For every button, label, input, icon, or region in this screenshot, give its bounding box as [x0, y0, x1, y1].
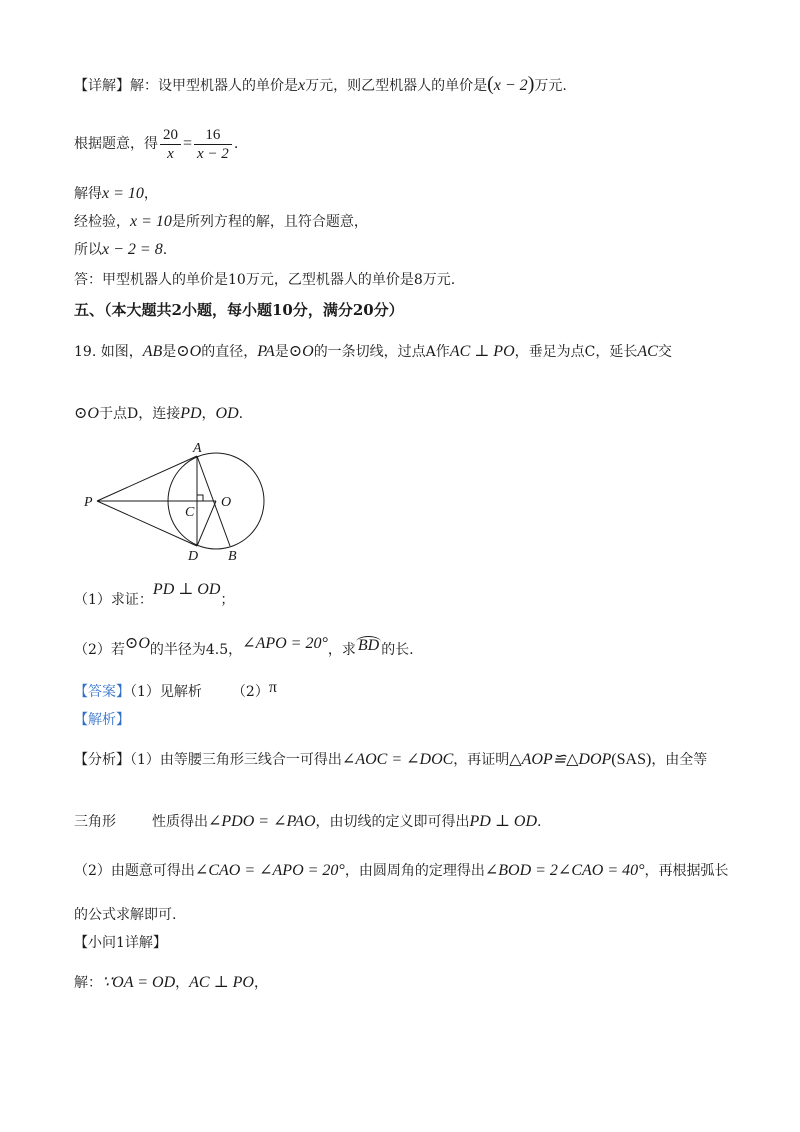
fraction-16-over-x-minus-2: $\frac{16}{x - 2}$	[194, 127, 232, 162]
var-x: x	[298, 77, 306, 94]
label-b: B	[228, 549, 237, 564]
arc-bd: BD	[357, 637, 380, 654]
analysis-line-1: 【分析】（1）由等腰三角形三线合一可得出∠AOC = ∠DOC，再证明△AOP≌△DOP(SAS)，由全等	[74, 751, 708, 768]
question-19-line-1: 19. 如图，AB是⊙O的直径，PA是⊙O的一条切线，过点A作AC ⊥ PO，垂足为点C，延长AC交	[74, 343, 672, 360]
tangent-pa	[97, 456, 197, 501]
solution-line-3: 解得x = 10，	[74, 185, 158, 202]
label-c: C	[185, 505, 195, 520]
analysis-line-4: 的公式求解即可.	[74, 907, 177, 923]
segment-pd	[97, 501, 197, 546]
analysis-label: 【解析】	[74, 712, 130, 728]
label-o: O	[221, 495, 232, 510]
solution-line-5: 所以x − 2 = 8.	[74, 241, 168, 258]
right-angle-mark	[197, 495, 203, 501]
fraction-20-over-x: $\frac{20}{x}$	[160, 127, 181, 162]
part-2-question: （2）若⊙O的半径为4.5，∠APO = 20°，求 BD 的长.	[74, 635, 414, 658]
label-d: D	[188, 549, 199, 564]
answer-line: 【答案】（1）见解析 （2）π	[74, 679, 277, 700]
analysis-line-2: 三角形 性质得出∠PDO = ∠PAO，由切线的定义即可得出PD ⊥ OD.	[74, 813, 542, 830]
segment-od	[197, 501, 216, 546]
label-a: A	[193, 441, 202, 456]
solution-line-1: 【详解】解：设甲型机器人的单价是x万元，则乙型机器人的单价是(x − 2)万元.	[74, 73, 567, 95]
solution-line-4: 经检验，x = 10是所列方程的解，且符合题意，	[74, 213, 368, 230]
section-heading: 五、（本大题共2小题，每小题10分，满分20分）	[74, 301, 404, 319]
expr-x-minus-2: x − 2	[493, 77, 528, 94]
solution-start: 解：∵OA = OD，AC ⊥ PO，	[74, 974, 268, 991]
subquestion-1-heading: 【小问1详解】	[74, 935, 167, 951]
question-19-line-2: ⊙O于点D，连接PD，OD.	[74, 405, 244, 422]
part-1-question: （1）求证：PD ⊥ OD；	[74, 581, 235, 608]
analysis-line-3: （2）由题意可得出∠CAO = ∠APO = 20°，由圆周角的定理得出∠BOD = 2∠CAO = 40°，再根据弧长	[74, 862, 729, 879]
answer-sentence: 答：甲型机器人的单价是10万元，乙型机器人的单价是8万元.	[74, 272, 456, 288]
label-p: P	[84, 495, 93, 510]
equation-line: 根据题意，得 $\frac{20}{x}$ = $\frac{16}{x - 2}$ .	[74, 126, 239, 162]
